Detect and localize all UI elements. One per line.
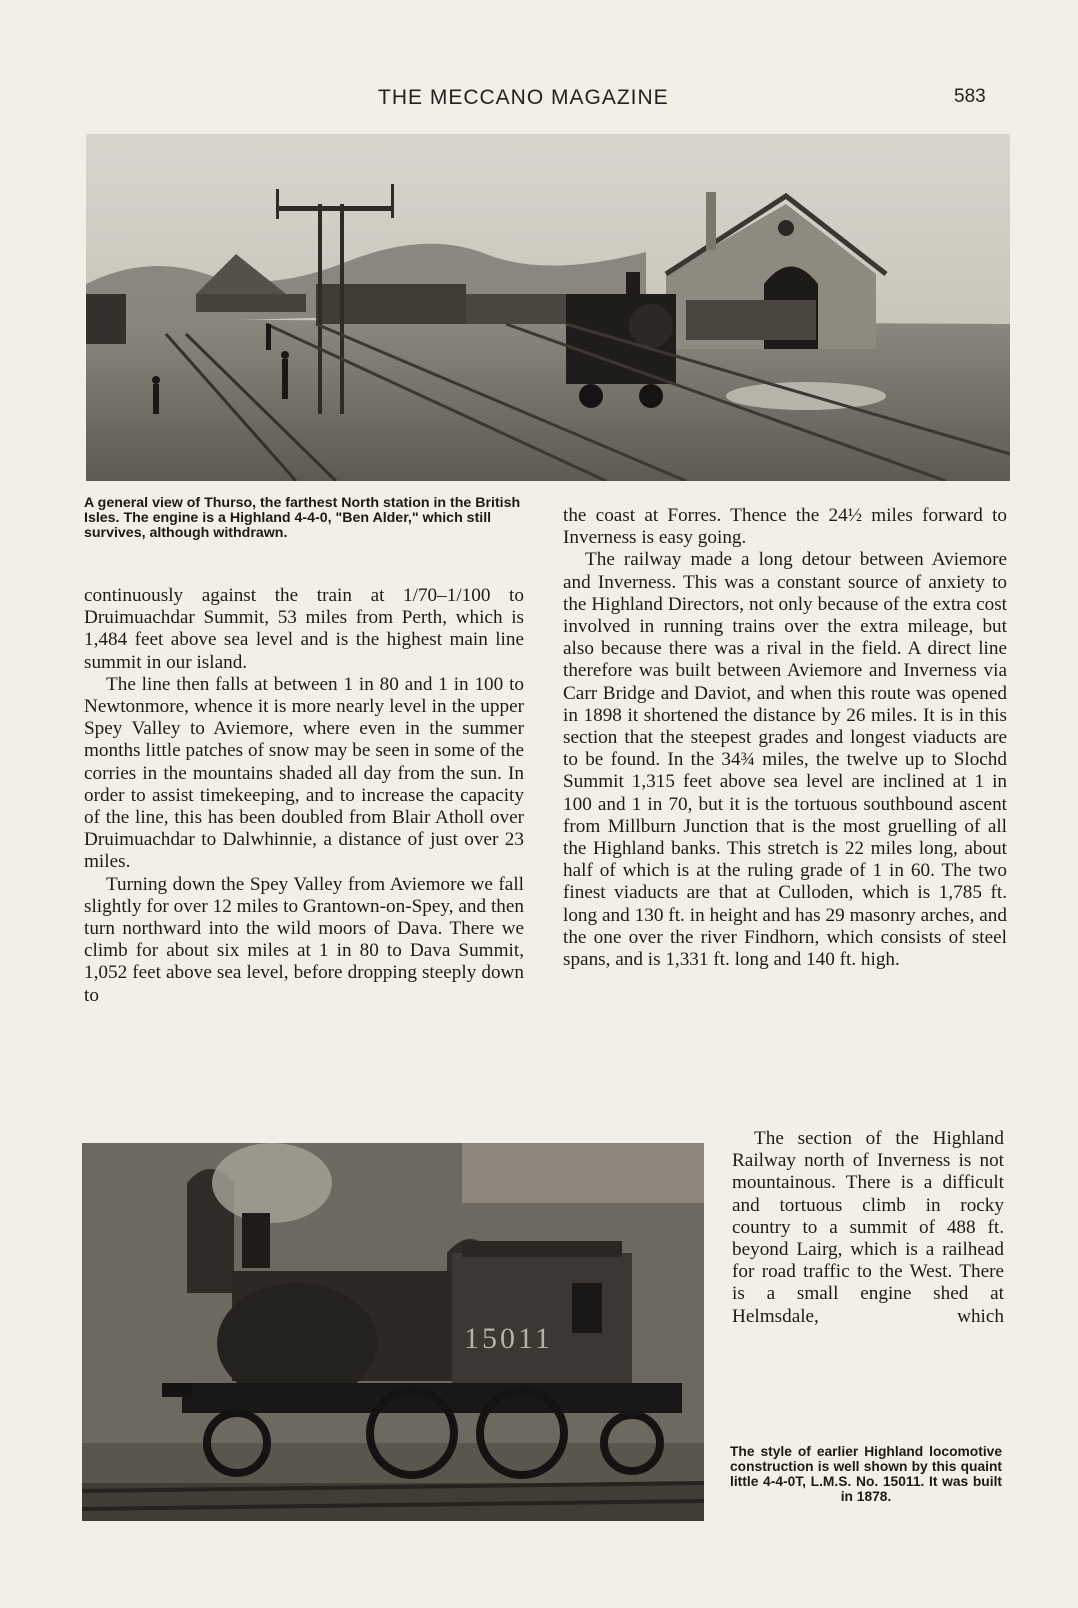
running-head xyxy=(0,86,1078,116)
locomotive-15011-photo xyxy=(82,1143,704,1521)
paragraph: continuously against the train at 1/70–1/100 to Druimuachdar Summit, 53 miles from Perth, which is 1,484 feet above sea level and is the highest main line summit in our island. xyxy=(84,585,524,673)
paragraph: the coast at Forres. Thence the 24½ miles forward to Inverness is easy going. xyxy=(563,505,1007,549)
left-column xyxy=(84,585,524,1007)
locomotive-photo-caption: The style of earlier Highland locomotive construction is well shown by this quaint little 4-4-0T, L.M.S. No. 15011. It was built in 1878. xyxy=(730,1444,1002,1504)
thurso-station-illustration xyxy=(86,134,1010,481)
right-column xyxy=(563,505,1007,971)
paragraph: The section of the Highland Railway north of Inverness is not mountainous. There is a difficult and tortuous climb in rocky country to a summit of 488 ft. beyond Lairg, which is a railhead for road traffic to the West. There is a small engine shed at Helmsdale, which xyxy=(732,1128,1004,1327)
paragraph: The line then falls at between 1 in 80 and 1 in 100 to Newtonmore, whence it is more nearly level in the upper Spey Valley to Aviemore, where even in the summer months little patches of snow may be seen in some of the corries in the mountains shaded all day from the sun. In order to assist timekeeping, and to increase the capacity of the line, this has been doubled from Blair Atholl over Druimuachdar to Dalwhinnie, a distance of just over 23 miles. xyxy=(84,673,524,873)
thurso-station-photo xyxy=(86,134,1010,481)
paragraph: The railway made a long detour between Aviemore and Inverness. This was a constant source of anxiety to the Highland Directors, not only because of the extra cost involved in running trains over the extra mileage, but also because there was a rival in the field. A direct line therefore was built between Aviemore and Inverness via Carr Bridge and Daviot, and when this route was opened in 1898 it shortened the distance by 26 miles. It is in this section that the steepest grades and longest viaducts are to be found. In the 34¾ miles, the twelve up to Slochd Summit 1,315 feet above sea level are inclined at 1 in 100 and 1 in 70, but it is the tortuous southbound ascent from Millburn Junction that is the most gruelling of all the Highland banks. This stretch is 22 miles long, about half of which is at the ruling grade of 1 in 60. The two finest viaducts are that at Culloden, which is 1,785 ft. long and 130 ft. in height and has 29 masonry arches, and the one over the river Findhorn, which consists of steel spans, and is 1,331 ft. long and 140 ft. high. xyxy=(563,549,1007,971)
narrow-column xyxy=(732,1128,1004,1328)
locomotive-illustration xyxy=(82,1143,704,1521)
paragraph: Turning down the Spey Valley from Aviemore we fall slightly for over 12 miles to Grantown-on-Spey, and then turn northward into the wild moors of Dava. There we climb for about six miles at 1 in 80 to Dava Summit, 1,052 feet above sea level, before dropping steeply down to xyxy=(84,873,524,1006)
page-number: 583 xyxy=(954,86,986,107)
thurso-photo-caption: A general view of Thurso, the farthest North station in the British Isles. The engine is a Highland 4-4-0, "Ben Alder," which still survives, although withdrawn. xyxy=(84,495,521,541)
magazine-title: THE MECCANO MAGAZINE xyxy=(378,86,669,109)
engine-number: 15011 xyxy=(464,1322,553,1355)
